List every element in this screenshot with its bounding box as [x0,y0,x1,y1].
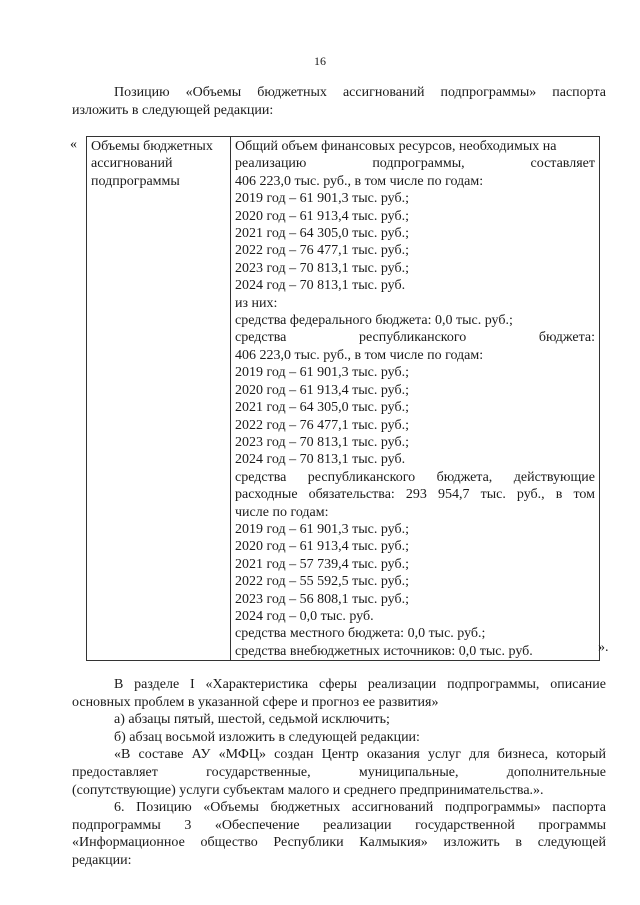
item-6-line-1: 6. Позицию «Объемы бюджетных ассигнований подпрограммы» паспорта [114,800,606,816]
budget-line: 2024 год – 0,0 тыс. руб. [235,608,374,624]
budget-line: 406 223,0 тыс. руб., в том числе по годам: [235,173,484,189]
section-paragraph-line-2: основных проблем в указанной сфере и прогноз ее развития» [72,694,439,710]
budget-line: 2022 год – 55 592,5 тыс. руб.; [235,574,409,590]
budget-line: 2021 год – 57 739,4 тыс. руб.; [235,556,409,572]
budget-line: 2023 год – 56 808,1 тыс. руб.; [235,591,409,607]
intro-line-2: изложить в следующей редакции: [72,103,274,118]
item-6-line-4: редакции: [72,852,132,868]
quoted-paragraph-line-2: предоставляет государственные, муниципальные, дополнительные [72,764,606,780]
budget-line: 2021 год – 64 305,0 тыс. руб.; [235,400,409,416]
budget-line: 2024 год – 70 813,1 тыс. руб. [235,278,406,294]
closing-quote: ». [598,640,609,655]
budget-line: средства местного бюджета: 0,0 тыс. руб.; [235,626,486,642]
budget-line: числе по годам: [235,504,329,520]
budget-line: расходные обязательства: 293 954,7 тыс. руб., в том [235,487,595,503]
opening-quote: « [70,137,77,152]
budget-line: реализацию подпрограммы, составляет [235,156,595,172]
budget-line: средства республиканского бюджета: [235,330,595,346]
passport-table [86,136,600,661]
budget-line: 2020 год – 61 913,4 тыс. руб.; [235,208,409,224]
quoted-paragraph-line-3: (сопутствующие) услуги субъектам малого и среднего предпринимательства.». [72,782,544,798]
budget-line: средства внебюджетных источников: 0,0 тыс. руб. [235,643,533,659]
table-left-cell: Объемы бюджетных ассигнований подпрограммы [87,137,231,661]
item-a: а) абзацы пятый, шестой, седьмой исключить; [114,712,390,728]
budget-line: 2024 год – 70 813,1 тыс. руб. [235,452,406,468]
quoted-paragraph-line-1: «В составе АУ «МФЦ» создан Центр оказания услуг для бизнеса, который [114,747,606,763]
budget-line: Общий объем финансовых ресурсов, необходимых на [235,139,557,154]
budget-line: 2019 год – 61 901,3 тыс. руб.; [235,191,409,207]
amendments-text [72,676,606,870]
item-6-line-2: подпрограммы 3 «Обеспечение реализации государственной программы [72,817,606,833]
budget-line: 406 223,0 тыс. руб., в том числе по годам: [235,347,484,363]
page-number: 16 [314,54,326,68]
budget-line: средства федерального бюджета: 0,0 тыс. руб.; [235,313,513,329]
budget-line: 2022 год – 76 477,1 тыс. руб.; [235,243,409,259]
budget-line: 2023 год – 70 813,1 тыс. руб.; [235,260,409,276]
budget-line: 2020 год – 61 913,4 тыс. руб.; [235,382,409,398]
budget-line: 2019 год – 61 901,3 тыс. руб.; [235,521,409,537]
table-right-cell [231,137,600,661]
intro-line-1: Позицию «Объемы бюджетных ассигнований подпрограммы» паспорта [114,85,606,100]
item-6-line-3: «Информационное общество Республики Калмыкия» изложить в следующей [72,835,606,851]
item-b: б) абзац восьмой изложить в следующей редакции: [114,729,420,745]
budget-line: 2023 год – 70 813,1 тыс. руб.; [235,434,409,450]
budget-line: средства республиканского бюджета, действующие [235,469,595,485]
budget-line: 2019 год – 61 901,3 тыс. руб.; [235,365,409,381]
budget-line: 2021 год – 64 305,0 тыс. руб.; [235,226,409,242]
table-row [87,137,600,661]
budget-line: 2022 год – 76 477,1 тыс. руб.; [235,417,409,433]
budget-line: 2020 год – 61 913,4 тыс. руб.; [235,539,409,555]
section-paragraph-line-1: В разделе I «Характеристика сферы реализации подпрограммы, описание [114,677,606,692]
budget-line: из них: [235,295,278,311]
intro-paragraph [72,84,606,120]
